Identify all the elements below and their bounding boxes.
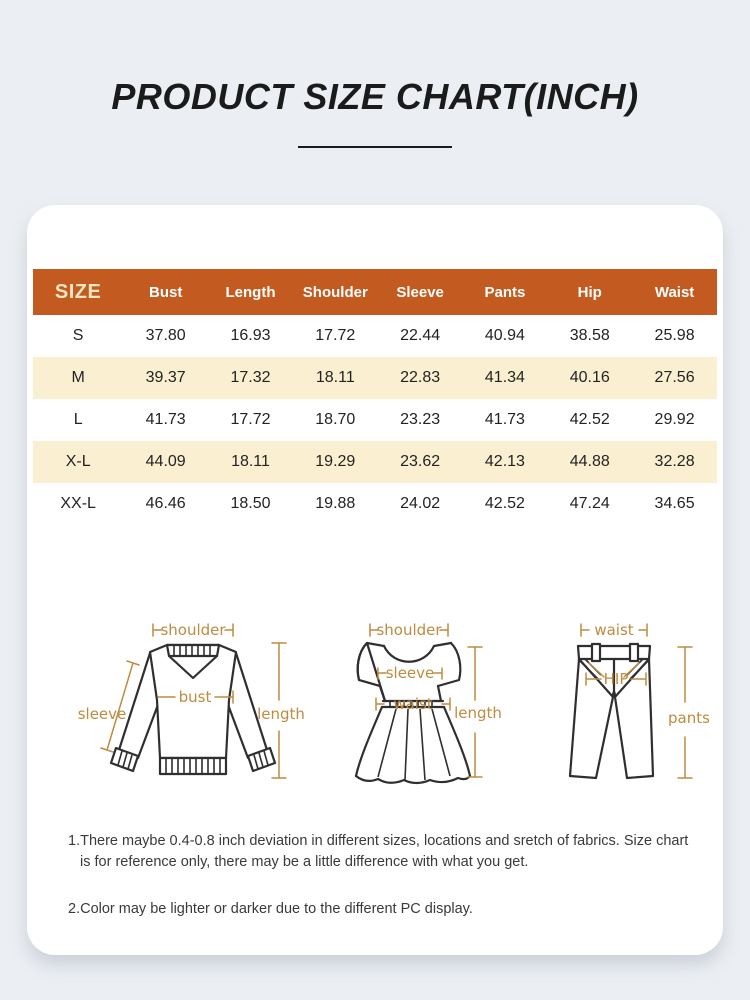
value-cell: 22.83 [378, 357, 463, 399]
value-cell: 34.65 [632, 483, 717, 525]
dress-waist-measure [376, 695, 450, 713]
table-row [33, 441, 717, 483]
value-cell: 18.11 [208, 441, 293, 483]
pants-diagram [570, 621, 710, 778]
size-cell: XX-L [33, 483, 123, 525]
value-cell: 17.32 [208, 357, 293, 399]
dress-waist-label: waist [393, 695, 433, 713]
value-cell: 16.93 [208, 315, 293, 357]
value-cell: 23.62 [378, 441, 463, 483]
value-cell: 25.98 [632, 315, 717, 357]
column-header-length: Length [208, 269, 293, 315]
sweater-sleeve-label: sleeve [77, 705, 127, 723]
size-cell: X-L [33, 441, 123, 483]
value-cell: 18.11 [293, 357, 378, 399]
value-cell: 41.73 [463, 399, 548, 441]
value-cell: 41.73 [123, 399, 208, 441]
size-cell: S [33, 315, 123, 357]
title-underline [298, 146, 452, 148]
value-cell: 40.94 [463, 315, 548, 357]
value-cell: 41.34 [463, 357, 548, 399]
value-cell: 42.52 [463, 483, 548, 525]
size-chart-card [27, 205, 723, 955]
column-header-hip: Hip [547, 269, 632, 315]
size-cell: M [33, 357, 123, 399]
column-header-pants: Pants [463, 269, 548, 315]
value-cell: 40.16 [547, 357, 632, 399]
table-row [33, 483, 717, 525]
value-cell: 27.56 [632, 357, 717, 399]
sweater-shoulder-measure [153, 621, 233, 639]
table-header-row [33, 269, 717, 315]
value-cell: 17.72 [208, 399, 293, 441]
column-header-waist: Waist [632, 269, 717, 315]
value-cell: 42.13 [463, 441, 548, 483]
value-cell: 17.72 [293, 315, 378, 357]
value-cell: 32.28 [632, 441, 717, 483]
pants-waist-measure [581, 621, 647, 639]
value-cell: 46.46 [123, 483, 208, 525]
value-cell: 44.88 [547, 441, 632, 483]
column-header-shoulder: Shoulder [293, 269, 378, 315]
value-cell: 18.70 [293, 399, 378, 441]
dress-shoulder-measure [370, 621, 448, 639]
dress-length-label: length [454, 704, 502, 722]
sweater-diagram [78, 621, 305, 778]
footnote-1: 1.There maybe 0.4-0.8 inch deviation in different sizes, locations and sretch of fabrics. Size chart is for reference only, there may be a little difference with what you get. [68, 833, 689, 870]
dress-sleeve-measure [378, 664, 442, 682]
value-cell: 39.37 [123, 357, 208, 399]
pants-length-measure [668, 647, 710, 778]
sweater-length-label: length [257, 705, 305, 723]
column-header-bust: Bust [123, 269, 208, 315]
table-row [33, 315, 717, 357]
column-header-sleeve: Sleeve [378, 269, 463, 315]
value-cell: 37.80 [123, 315, 208, 357]
pants-garment-drawing [570, 644, 653, 778]
table-row [33, 399, 717, 441]
pants-hip-label: HIP [603, 670, 629, 688]
value-cell: 24.02 [378, 483, 463, 525]
table-row [33, 357, 717, 399]
size-cell: L [33, 399, 123, 441]
value-cell: 42.52 [547, 399, 632, 441]
value-cell: 18.50 [208, 483, 293, 525]
footnote-2: 2.Color may be lighter or darker due to the different PC display. [68, 901, 473, 917]
page-title: PRODUCT SIZE CHART(INCH) [111, 76, 639, 117]
sweater-bust-label: bust [178, 688, 212, 706]
footnotes [68, 831, 700, 946]
dress-shoulder-label: shoulder [376, 621, 442, 639]
size-table [33, 269, 717, 525]
value-cell: 19.88 [293, 483, 378, 525]
value-cell: 23.23 [378, 399, 463, 441]
value-cell: 29.92 [632, 399, 717, 441]
pants-length-label: pants [668, 709, 710, 727]
value-cell: 47.24 [547, 483, 632, 525]
measurement-diagrams [72, 610, 732, 802]
value-cell: 22.44 [378, 315, 463, 357]
sweater-shoulder-label: shoulder [160, 621, 226, 639]
column-header-size: SIZE [33, 269, 123, 315]
dress-diagram [356, 621, 502, 783]
value-cell: 38.58 [547, 315, 632, 357]
value-cell: 44.09 [123, 441, 208, 483]
value-cell: 19.29 [293, 441, 378, 483]
dress-sleeve-label: sleeve [385, 664, 435, 682]
pants-waist-label: waist [594, 621, 634, 639]
